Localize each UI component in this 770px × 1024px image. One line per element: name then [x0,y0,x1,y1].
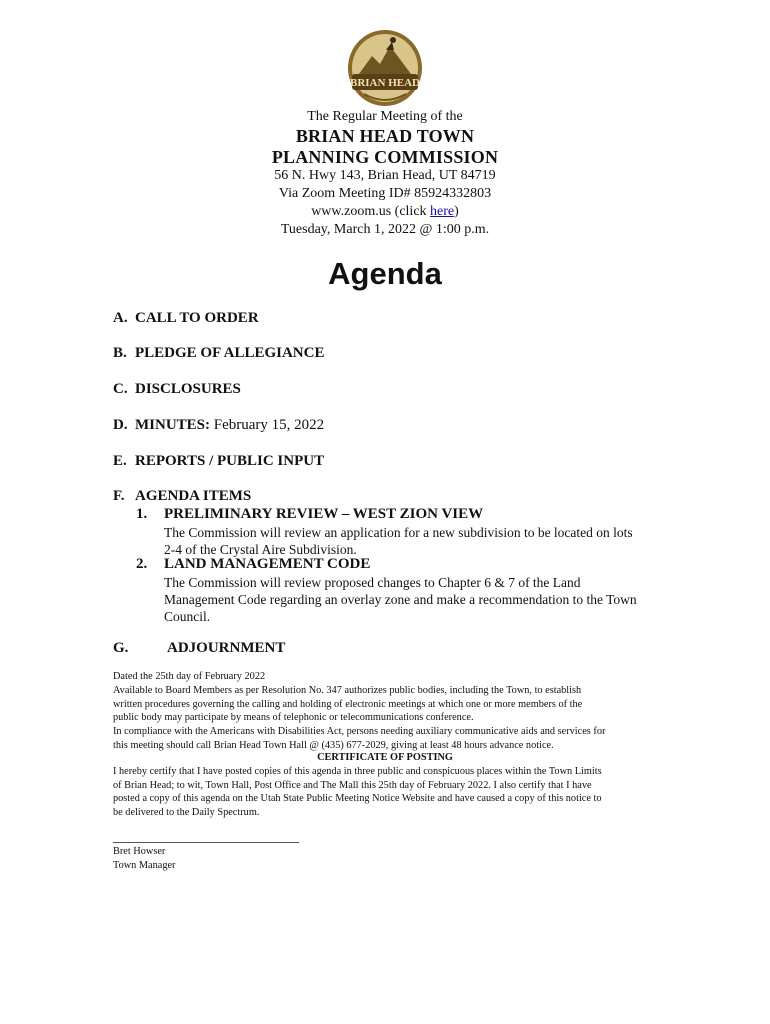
resolution-notice: Available to Board Members as per Resolution No. 347 authorizes public bodies, including the Town, to establish written procedures governing the calling and holding of electronic meetings at which one or more members of the public body may participate by means of telephonic or telecommunications conference. [113,685,583,724]
zoom-link[interactable]: here [430,204,455,219]
zoom-url-suffix: ) [454,204,459,219]
signer-title: Town Manager [113,860,176,871]
item-adjournment: G. ADJOURNMENT [113,640,286,656]
item-disclosures: C. DISCLOSURES [113,381,241,397]
agenda-item-2-desc: The Commission will review proposed changes to Chapter 6 & 7 of the Land Management Code regarding an overlay zone and make a recommendation to the Town Council. [164,575,637,624]
zoom-url-line [0,204,770,220]
certificate-heading: CERTIFICATE OF POSTING [317,752,453,763]
signature-line [113,842,299,843]
zoom-meeting-id: Via Zoom Meeting ID# 85924332803 [278,186,492,201]
certificate-text: I hereby certify that I have posted copies of this agenda in three public and conspicuous places within the Town Limits of Brian Head; to wit, Town Hall, Post Office and The Mall this 25th day of February 2022. I also certify that I have posted a copy of this agenda on the Utah State Public Meeting Notice Website and have caused a copy of this notice to be delivered to the Daily Spectrum. [113,766,602,818]
item-reports: E. REPORTS / PUBLIC INPUT [113,453,325,469]
agenda-title: Agenda [328,256,442,291]
item-call-to-order: A. CALL TO ORDER [113,310,259,326]
address: 56 N. Hwy 143, Brian Head, UT 84719 [274,168,496,183]
item-agenda-items: F. AGENDA ITEMS [113,488,252,504]
commission-title: PLANNING COMMISSION [271,147,499,167]
signer-name: Bret Howser [113,846,166,857]
town-title: BRIAN HEAD TOWN [295,126,475,146]
agenda-item-2-title: 2. LAND MANAGEMENT CODE [136,556,371,572]
item-minutes: D. MINUTES: February 15, 2022 [113,417,325,433]
dated-line: Dated the 25th day of February 2022 [113,671,266,682]
ada-notice: In compliance with the Americans with Disabilities Act, persons needing auxiliary communicative aids and services for this meeting should call Brian Head Town Hall @ (435) 677-2029, giving at least 48 hours advance notice. [113,726,606,751]
agenda-item-1-desc: The Commission will review an application for a new subdivision to be located on lots 2-4 of the Crystal Aire Subdivision. [164,525,633,557]
zoom-url-prefix: www.zoom.us (click [311,204,431,219]
meeting-date-time: Tuesday, March 1, 2022 @ 1:00 p.m. [280,222,490,237]
item-pledge: B. PLEDGE OF ALLEGIANCE [113,345,325,361]
meeting-intro: The Regular Meeting of the [307,109,463,124]
brian-head-logo [346,28,424,108]
svg-text:BRIAN HEAD: BRIAN HEAD [350,77,420,89]
minutes-date: February 15, 2022 [213,417,325,433]
agenda-item-1-title: 1. PRELIMINARY REVIEW – WEST ZION VIEW [136,506,484,522]
